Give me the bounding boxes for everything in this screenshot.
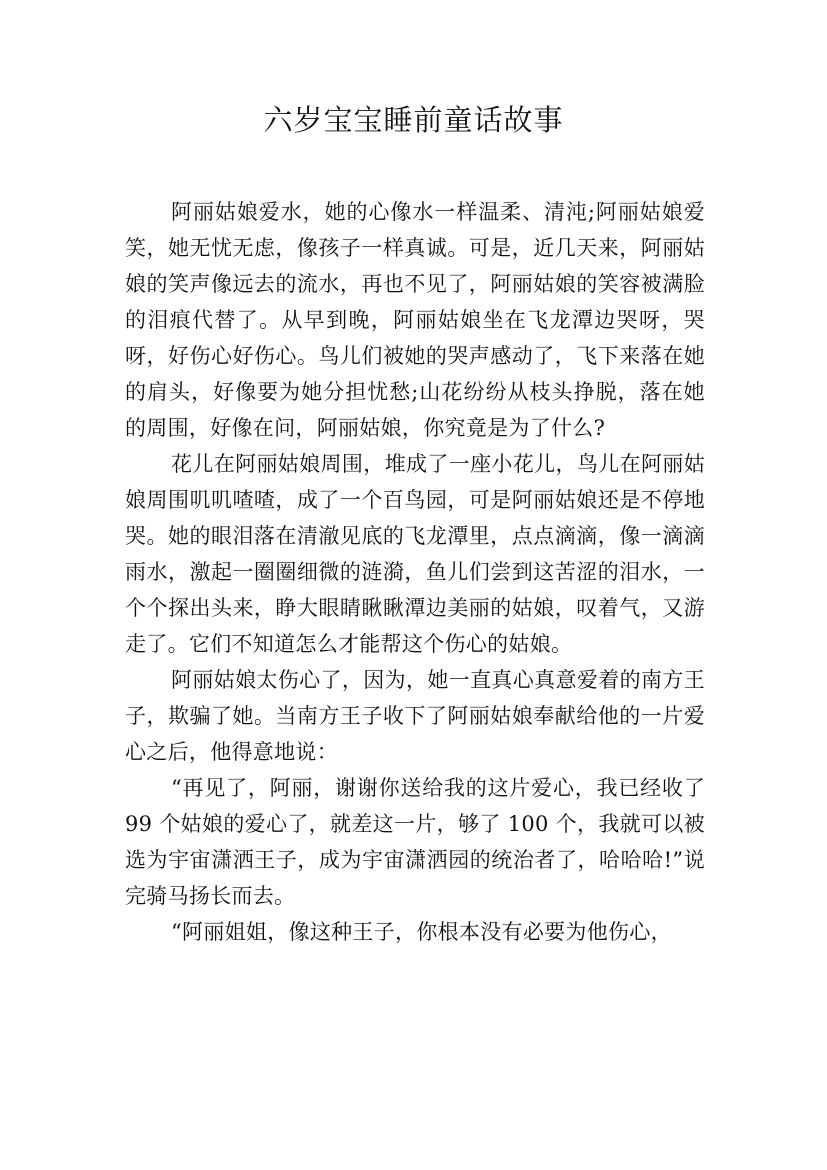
story-paragraph-1: 阿丽姑娘爱水，她的心像水一样温柔、清沌;阿丽姑娘爱笑，她无忧无虑，像孩子一样真诚。可是，近几天来，阿丽姑娘的笑声像远去的流水，再也不见了，阿丽姑娘的笑容被满脸的泪痕代替了。从早到晚，阿丽姑娘坐在飞龙潭边哭呀，哭呀，好伤心好伤心。鸟儿们被她的哭声感动了，飞下来落在她的肩头，好像要为她分担忧愁;山花纷纷从枝头挣脱，落在她的周围，好像在问，阿丽姑娘，你究竟是为了什么?	[125, 200, 705, 440]
story-body	[125, 194, 705, 950]
story-paragraph-3: 阿丽姑娘太伤心了，因为，她一直真心真意爱着的南方王子，欺骗了她。当南方王子收下了阿丽姑娘奉献给他的一片爱心之后，他得意地说：	[125, 668, 705, 764]
story-paragraph-2: 花儿在阿丽姑娘周围，堆成了一座小花儿，鸟儿在阿丽姑娘周围叽叽喳喳，成了一个百鸟园，可是阿丽姑娘还是不停地哭。她的眼泪落在清澈见底的飞龙潭里，点点滴滴，像一滴滴雨水，激起一圈圈细微的涟漪，鱼儿们尝到这苦涩的泪水，一个个探出头来，睁大眼睛瞅瞅潭边美丽的姑娘，叹着气，又游走了。它们不知道怎么才能帮这个伤心的姑娘。	[125, 452, 705, 656]
story-paragraph-4: “再见了，阿丽，谢谢你送给我的这片爱心，我已经收了 99 个姑娘的爱心了，就差这一片，够了 100 个，我就可以被选为宇宙潇洒王子，成为宇宙潇洒园的统治者了，哈哈哈!”说完骑马扬长而去。	[125, 776, 705, 908]
story-paragraph-5: “阿丽姐姐，像这种王子，你根本没有必要为他伤心，	[171, 920, 672, 944]
page-title: 六岁宝宝睡前童话故事	[263, 103, 564, 137]
